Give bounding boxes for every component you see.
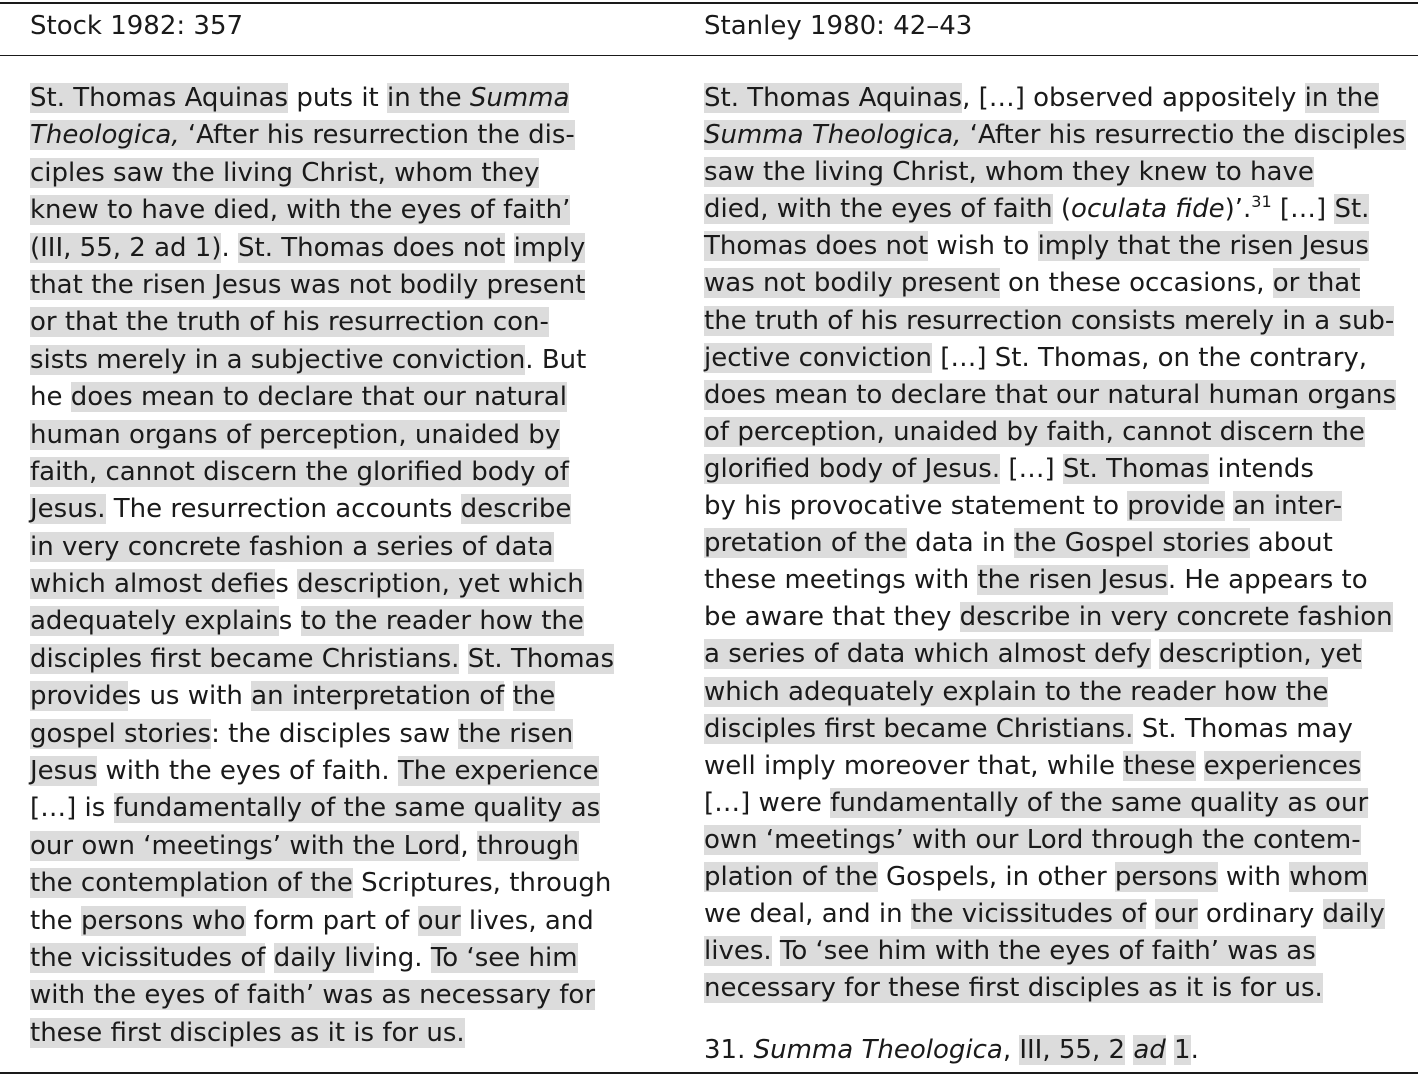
matched-text-segment: St. Thomas	[1062, 453, 1210, 484]
text-segment: intends	[1209, 453, 1314, 484]
bottom-rule	[0, 1072, 1418, 1074]
matched-text-segment: pretation of the	[704, 528, 907, 559]
matched-text-segment: describe	[460, 494, 572, 525]
matched-text-segment: describe in very concrete fashion	[959, 602, 1393, 633]
matched-text-segment: imply	[513, 232, 586, 263]
text-line	[30, 454, 630, 491]
text-line	[30, 304, 630, 341]
text-line	[30, 155, 630, 192]
text-line	[30, 80, 630, 117]
matched-text-segment: human organs of perception, unaided by	[30, 419, 561, 450]
matched-text-segment: provide	[1127, 491, 1225, 522]
matched-text-segment: St. Thomas	[467, 643, 615, 674]
text-segment	[265, 943, 273, 973]
matched-text-segment: died, with the eyes of faith	[704, 194, 1053, 225]
text-line	[704, 933, 1404, 970]
text-line	[30, 529, 630, 566]
matched-text-segment: description, yet which	[297, 569, 584, 600]
text-segment	[504, 681, 512, 711]
matched-text-segment: the risen	[458, 718, 574, 749]
text-line	[30, 192, 630, 229]
matched-text-segment: provide	[30, 681, 128, 712]
text-segment: the	[30, 905, 81, 936]
matched-text-segment: an inter-	[1233, 491, 1343, 522]
text-line	[30, 940, 630, 977]
matched-text-segment: St. Thomas Aquinas	[30, 83, 289, 113]
text-line	[704, 191, 1404, 228]
text-line	[704, 896, 1404, 933]
matched-text-segment: with the eyes of faith’ was as necessary for	[30, 980, 596, 1011]
matched-text-segment: a series of data which almost defy	[704, 639, 1151, 670]
text-segment: Gospels, in other	[877, 861, 1115, 892]
footnote-marker: 31	[1251, 192, 1272, 212]
matched-text-segment: our own ‘meetings’ with the Lord	[30, 830, 461, 861]
text-segment: 31.	[704, 1035, 754, 1065]
matched-text-segment: necessary for these first disciples as it is for us.	[704, 973, 1323, 1004]
text-segment: : the disciples saw	[211, 718, 459, 749]
matched-text-segment: lives.	[704, 936, 772, 967]
text-line	[704, 488, 1404, 525]
matched-text-segment: plation of the	[704, 861, 878, 892]
right-column-header: Stanley 1980: 42–43	[704, 11, 973, 41]
text-segment: . He appears to	[1167, 565, 1368, 596]
text-segment: Summa Theologica	[753, 1035, 1003, 1065]
text-line	[704, 80, 1404, 117]
text-segment: form part of	[245, 905, 418, 936]
matched-text-segment: ciples saw the living Christ, whom they	[30, 157, 540, 188]
text-segment: these meetings with	[704, 565, 978, 596]
text-segment: […] were	[704, 787, 831, 818]
matched-text-segment: or that the truth of his resurrection con-	[30, 307, 549, 338]
matched-text-segment: glorified body of Jesus.	[704, 453, 1001, 484]
text-segment	[505, 233, 513, 263]
matched-text-segment: Summa Theologica,	[704, 120, 962, 151]
matched-text-segment: III, 55, 2	[1019, 1035, 1126, 1065]
text-line	[704, 970, 1404, 1007]
matched-text-segment: St.	[1334, 194, 1370, 225]
matched-text-segment: an interpretation of	[251, 681, 505, 712]
text-line	[704, 154, 1404, 191]
text-line	[30, 903, 630, 940]
text-line	[30, 828, 630, 865]
matched-text-segment: of perception, unaided by faith, cannot discern the	[704, 416, 1365, 447]
matched-text-segment: Theologica,	[30, 120, 180, 151]
text-segment: s	[278, 606, 301, 637]
text-line	[30, 603, 630, 640]
header-rule	[0, 55, 1418, 56]
matched-text-segment: own ‘meetings’ with our Lord through the contem-	[704, 824, 1361, 855]
matched-text-segment: imply that the risen Jesus	[1037, 231, 1369, 262]
text-line	[704, 414, 1404, 451]
text-segment: ,	[460, 830, 477, 861]
text-line	[30, 977, 630, 1014]
text-line	[704, 674, 1404, 711]
text-line	[30, 230, 630, 267]
text-segment: .	[221, 232, 239, 263]
text-line	[704, 451, 1404, 488]
matched-text-segment: these first disciples as it is for us.	[30, 1017, 465, 1048]
matched-text-segment: faith, cannot discern the glorified body of	[30, 456, 569, 487]
matched-text-segment: daily liv	[273, 942, 375, 973]
text-segment: puts it	[288, 83, 387, 113]
text-segment	[459, 644, 467, 674]
matched-text-segment: fundamentally of the same quality as our	[830, 787, 1369, 818]
footnote-31	[704, 1032, 1199, 1069]
matched-text-segment: in the	[1304, 83, 1380, 113]
matched-text-segment: which adequately explain to the reader how the	[704, 676, 1329, 707]
text-line	[704, 785, 1404, 822]
text-segment: […]	[1000, 453, 1063, 484]
text-segment: well imply moreover that, while	[704, 750, 1124, 781]
matched-text-segment: saw the living Christ, whom they knew to have	[704, 157, 1314, 188]
matched-text-segment: which almost defie	[30, 569, 276, 600]
matched-text-segment: adequately explain	[30, 606, 279, 637]
matched-text-segment: the contemplation of the	[30, 868, 353, 899]
matched-text-segment: experiences	[1203, 750, 1362, 781]
matched-text-segment: these	[1123, 750, 1196, 781]
matched-text-segment: the Gospel stories	[1013, 528, 1250, 559]
text-line	[704, 562, 1404, 599]
matched-text-segment: does mean to declare that our natural human organs	[704, 379, 1397, 410]
matched-text-segment: the risen Jesus	[977, 565, 1168, 596]
matched-text-segment: was not bodily present	[704, 268, 1000, 299]
matched-text-segment: knew to have died, with the eyes of faith’	[30, 195, 571, 226]
text-line	[30, 1015, 630, 1052]
matched-text-segment: whom	[1289, 861, 1369, 892]
text-segment: s	[275, 569, 298, 600]
text-line	[704, 340, 1404, 377]
matched-text-segment: the vicissitudes of	[30, 942, 266, 973]
matched-text-segment: disciples first became Christians.	[704, 713, 1134, 744]
text-line	[30, 342, 630, 379]
left-column-header: Stock 1982: 357	[30, 11, 244, 41]
matched-text-segment: gospel stories	[30, 718, 212, 749]
matched-text-segment: (III, 55, 2 ad 1)	[30, 232, 222, 263]
text-segment: . But	[525, 344, 587, 375]
text-segment: ordinary	[1197, 899, 1323, 930]
text-line	[30, 716, 630, 753]
matched-text-segment: in the	[387, 83, 470, 113]
text-line	[704, 117, 1404, 154]
text-line	[704, 636, 1404, 673]
text-segment: with	[1217, 861, 1290, 892]
matched-text-segment: Thomas does not	[704, 231, 929, 262]
text-segment: ing.	[374, 942, 431, 973]
matched-text-segment: daily	[1322, 899, 1385, 930]
text-line	[30, 641, 630, 678]
matched-text-segment: 1	[1174, 1035, 1191, 1065]
matched-text-segment: sists merely in a subjective conviction	[30, 344, 526, 375]
text-line	[30, 753, 630, 790]
matched-text-segment: description, yet	[1158, 639, 1362, 670]
matched-text-segment: that the risen Jesus was not bodily present	[30, 269, 586, 300]
matched-text-segment: St. Thomas does not	[238, 232, 506, 263]
text-line	[30, 865, 630, 902]
matched-text-segment: St. Thomas Aquinas	[704, 83, 963, 113]
matched-text-segment: Summa	[469, 83, 570, 113]
matched-text-segment: to the reader how the	[300, 606, 584, 637]
text-segment: (	[1052, 194, 1072, 225]
matched-text-segment: To ‘see him with the eyes of faith’ was as	[779, 936, 1316, 967]
matched-text-segment: fundamentally of the same quality as	[113, 793, 601, 824]
text-segment: lives, and	[460, 905, 594, 936]
matched-text-segment: does mean to declare that our natural	[70, 382, 567, 413]
text-line	[30, 678, 630, 715]
text-segment: s us with	[127, 681, 252, 712]
stanley-1980-passage	[704, 80, 1404, 1007]
text-line	[30, 491, 630, 528]
matched-text-segment: Jesus.	[30, 494, 106, 525]
text-segment: on these occasions,	[999, 268, 1273, 299]
text-segment: with the eyes of faith.	[97, 756, 398, 787]
matched-text-segment: the vicissitudes of	[910, 899, 1147, 930]
matched-text-segment: or that	[1272, 268, 1361, 299]
matched-text-segment: the truth of his resurrection consists merely in a sub-	[704, 305, 1395, 336]
text-segment: , […] observed appositely	[962, 83, 1305, 113]
text-line	[704, 711, 1404, 748]
text-segment	[1225, 491, 1233, 521]
text-segment	[1146, 899, 1154, 929]
text-segment: […] St. Thomas, on the contrary,	[931, 342, 1368, 373]
text-segment: […]	[1271, 194, 1335, 225]
text-line	[704, 525, 1404, 562]
text-line	[704, 377, 1404, 414]
text-segment: […] is	[30, 793, 114, 824]
text-line	[704, 748, 1404, 785]
matched-text-segment: in very concrete fashion a series of data	[30, 531, 554, 562]
matched-text-segment: ‘After his resurrection the dis-	[179, 120, 575, 151]
matched-text-segment: ad	[1133, 1035, 1166, 1065]
matched-text-segment: disciples first became Christians.	[30, 643, 460, 674]
matched-text-segment: our	[1154, 899, 1198, 930]
text-segment: Scriptures, through	[352, 868, 612, 899]
text-line	[704, 599, 1404, 636]
text-line	[30, 267, 630, 304]
text-segment: .	[1190, 1035, 1199, 1065]
text-line	[30, 379, 630, 416]
text-line	[30, 417, 630, 454]
text-line	[30, 566, 630, 603]
text-segment	[772, 936, 780, 966]
matched-text-segment: jective conviction	[704, 342, 932, 373]
text-line	[30, 790, 630, 827]
text-segment: he	[30, 382, 71, 413]
matched-text-segment: persons	[1114, 861, 1218, 892]
text-segment: be aware that they	[704, 602, 960, 633]
text-segment: ,	[1002, 1035, 1020, 1065]
text-line	[704, 859, 1404, 896]
text-segment: about	[1249, 528, 1333, 559]
text-segment: The resurrection accounts	[105, 494, 461, 525]
text-segment: oculata fide	[1071, 194, 1225, 225]
text-segment: by his provocative statement to	[704, 491, 1128, 522]
text-line	[704, 265, 1404, 302]
matched-text-segment: To ‘see him	[430, 942, 578, 973]
text-segment: wish to	[928, 231, 1038, 262]
text-line	[30, 117, 630, 154]
matched-text-segment: ‘After his resurrectio the disciples	[961, 120, 1406, 151]
text-segment: St. Thomas may	[1133, 713, 1353, 744]
top-rule	[0, 2, 1418, 4]
text-line	[704, 228, 1404, 265]
matched-text-segment: The experience	[397, 756, 599, 787]
text-segment: we deal, and in	[704, 899, 911, 930]
matched-text-segment: our	[417, 905, 461, 936]
matched-text-segment: persons who	[80, 905, 246, 936]
matched-text-segment: Jesus	[30, 756, 98, 787]
text-segment	[1166, 1035, 1174, 1065]
text-segment	[1196, 751, 1204, 781]
text-segment: data in	[906, 528, 1014, 559]
text-segment: )’.	[1224, 194, 1252, 225]
text-line	[704, 822, 1404, 859]
matched-text-segment: the	[512, 681, 556, 712]
text-line	[704, 303, 1404, 340]
text-segment	[1151, 639, 1159, 669]
matched-text-segment: through	[476, 830, 580, 861]
stock-1982-passage	[30, 80, 630, 1052]
